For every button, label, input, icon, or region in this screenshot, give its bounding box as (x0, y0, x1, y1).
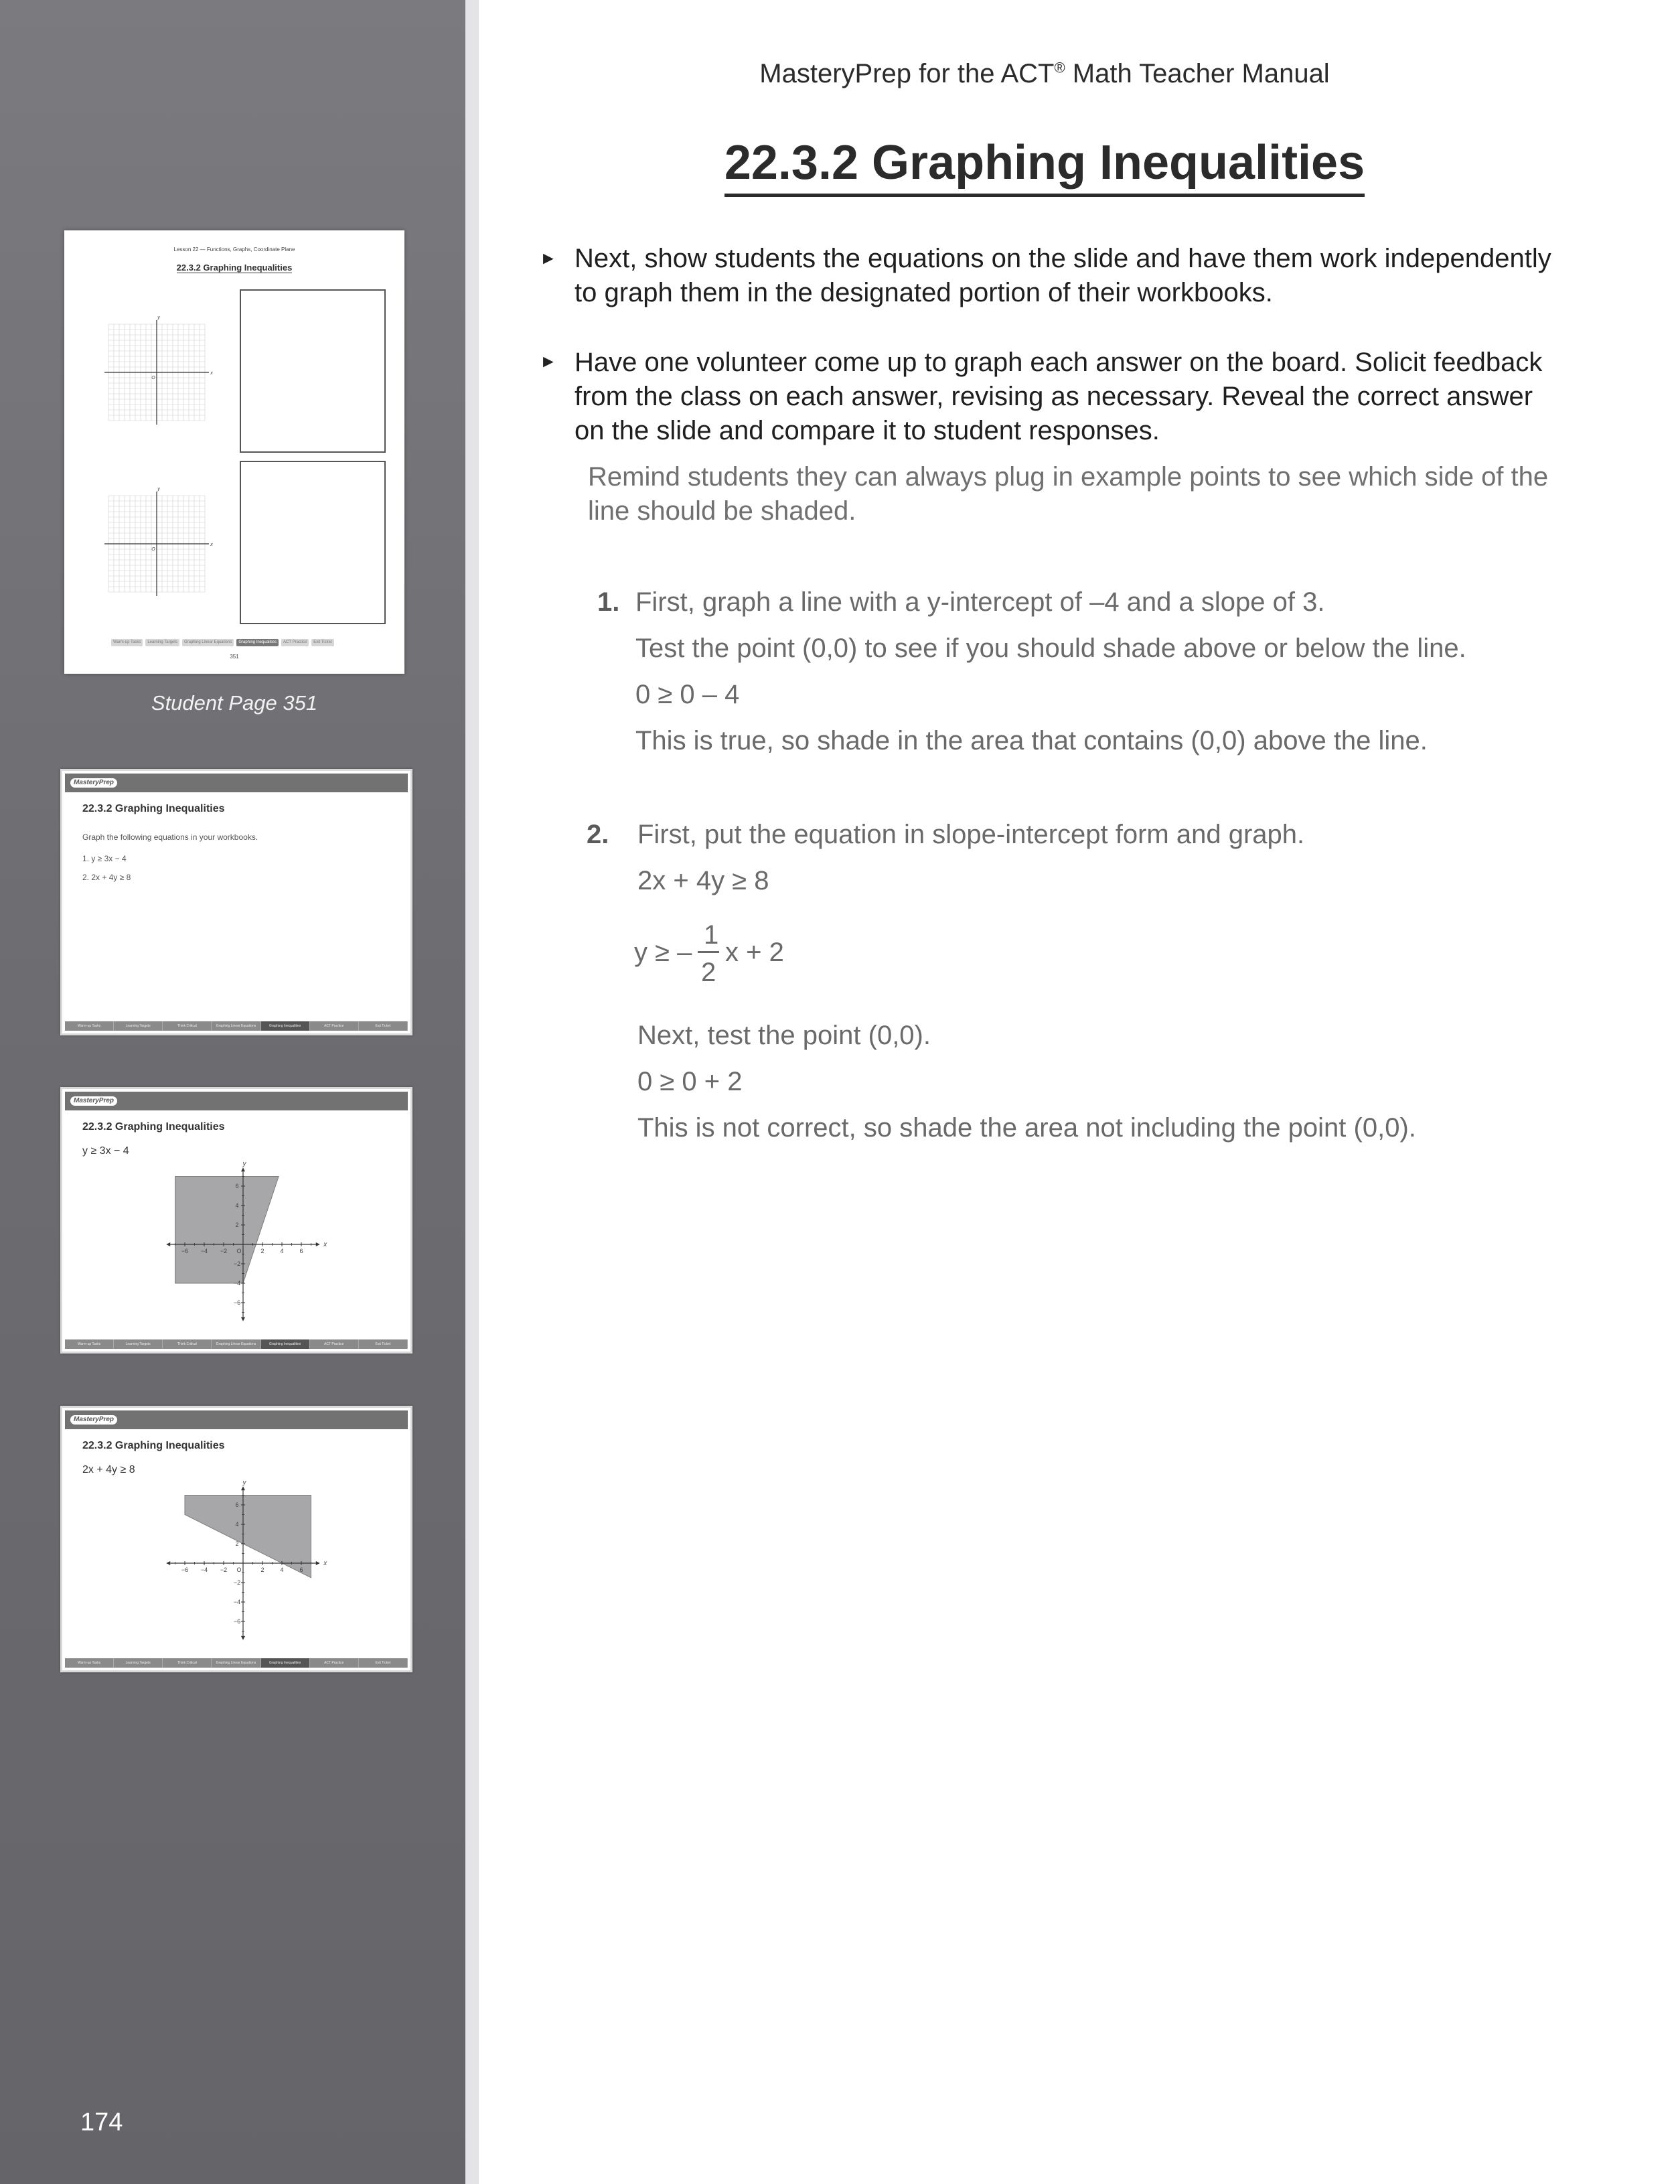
step-2-line-2: 2x + 4y ≥ 8 (637, 866, 769, 895)
footer-item: Exit Ticket (359, 1658, 408, 1668)
footer-item: ACT Practice (310, 1339, 359, 1349)
shaded-region (185, 1496, 311, 1578)
student-page-nav (111, 639, 334, 646)
footer-item-active: Graphing Inequalities (261, 1021, 310, 1031)
footer-item: Think Critical (163, 1339, 212, 1349)
nav-item: Learning Targets (145, 639, 179, 646)
footer-item: Warm-up Tasks (65, 1021, 114, 1031)
fraction-rhs: x + 2 (725, 938, 784, 967)
x-tick-label: −4 (200, 1567, 208, 1573)
footer-item-active: Graphing Inequalities (261, 1658, 310, 1668)
bullet-1: Next, show students the equations on the slide and have them work independently to graph them in the designated portion of their workbooks. (575, 244, 1551, 307)
y-tick-label: −6 (233, 1299, 241, 1306)
x-tick-label: 4 (280, 1567, 284, 1573)
x-tick-label: −2 (220, 1567, 228, 1573)
inequality-graph-2 (62, 1408, 410, 1670)
nav-item-active: Graphing Inequalities (236, 639, 279, 646)
y-arrow-icon (241, 1167, 245, 1171)
footer-item: Graphing Linear Equations (212, 1021, 260, 1031)
y-axis-label: y (242, 1479, 246, 1487)
fraction-bar (698, 951, 719, 953)
origin-label: O (236, 1248, 242, 1254)
x-tick-label: 6 (299, 1248, 303, 1254)
answer-box-1 (240, 289, 386, 453)
student-page-header: Lesson 22 — Functions, Graphs, Coordinate Plane (173, 246, 295, 252)
nav-item: Exit Ticket (311, 639, 333, 646)
step-1-line-1: First, graph a line with a y-intercept of –4 and a slope of 3. (635, 587, 1325, 617)
y-tick-label: −2 (233, 1579, 241, 1586)
slide-1 (60, 769, 412, 1035)
x-tick-label: −4 (200, 1248, 208, 1254)
slide-2 (60, 1087, 412, 1354)
footer-item: Learning Targets (114, 1339, 163, 1349)
y-tick-label: −4 (233, 1280, 241, 1287)
step-2-line-3: Next, test the point (0,0). (637, 1021, 931, 1050)
y-axis-label: y (157, 487, 160, 492)
inequality-graph-1 (62, 1089, 410, 1352)
y-tick-label: 4 (235, 1521, 239, 1528)
shaded-region (175, 1177, 279, 1284)
x-tick-label: −2 (220, 1248, 228, 1254)
answer-box-2 (240, 461, 386, 624)
x-arrow-icon (166, 1242, 170, 1246)
slide-instruction: Graph the following equations in your workbooks. (82, 832, 258, 842)
y-tick-label: 6 (235, 1183, 239, 1189)
slide-item-1: 1. y ≥ 3x − 4 (82, 854, 127, 863)
step-1-line-2: Test the point (0,0) to see if you should shade above or below the line. (635, 634, 1466, 663)
y-axis-label: y (242, 1160, 246, 1168)
y-tick-label: 2 (235, 1222, 239, 1228)
y-tick-label: 6 (235, 1502, 239, 1508)
student-page-caption: Student Page 351 (151, 691, 318, 715)
slide-equation: y ≥ 3x − 4 (82, 1145, 129, 1157)
x-axis-label: x (210, 371, 213, 376)
slide-title: 22.3.2 Graphing Inequalities (82, 1440, 225, 1451)
bullet-arrow-icon: ► (540, 248, 557, 268)
x-axis-label: x (210, 542, 213, 547)
y-tick-label: −6 (233, 1618, 241, 1625)
step-2-line-5: This is not correct, so shade the area not including the point (0,0). (637, 1113, 1416, 1143)
y-arrow-icon (241, 1486, 245, 1490)
slide-footer (65, 1021, 408, 1031)
slide-equation: 2x + 4y ≥ 8 (82, 1464, 135, 1475)
x-arrow-icon (316, 1242, 320, 1246)
slide-title: 22.3.2 Graphing Inequalities (82, 1121, 225, 1133)
section-title: 22.3.2 Graphing Inequalities (479, 135, 1610, 190)
y-tick-label: 2 (235, 1540, 239, 1547)
x-tick-label: −6 (181, 1567, 189, 1573)
slide-footer (65, 1339, 408, 1349)
x-axis-label: x (323, 1241, 327, 1248)
teacher-note: Remind students they can always plug in example points to see which side of the line should be shaded. (588, 462, 1549, 526)
step-2-line-4: 0 ≥ 0 + 2 (637, 1067, 743, 1096)
masteryprep-logo: MasteryPrep (70, 1096, 117, 1106)
footer-item: Think Critical (163, 1021, 212, 1031)
footer-item: Warm-up Tasks (65, 1339, 114, 1349)
footer-item: Exit Ticket (359, 1339, 408, 1349)
slide-3 (60, 1406, 412, 1672)
step-1-number: 1. (597, 587, 620, 617)
step-1-line-3: 0 ≥ 0 – 4 (635, 680, 740, 709)
x-arrow-icon (316, 1561, 320, 1565)
origin-label: O (151, 547, 155, 552)
x-tick-label: 2 (260, 1248, 264, 1254)
y-axis-label: y (157, 315, 160, 320)
slide-footer (65, 1658, 408, 1668)
footer-item: Learning Targets (114, 1658, 163, 1668)
slide-title: 22.3.2 Graphing Inequalities (82, 803, 225, 814)
origin-label: O (151, 376, 155, 380)
step-2-line-1: First, put the equation in slope-intercept form and graph. (637, 820, 1305, 849)
x-tick-label: 2 (260, 1567, 264, 1573)
footer-item: ACT Practice (310, 1021, 359, 1031)
footer-item: Graphing Linear Equations (212, 1658, 260, 1668)
page-number: 174 (80, 2108, 123, 2136)
fraction-numerator: 1 (704, 920, 719, 950)
x-axis-label: x (323, 1560, 327, 1567)
footer-item: Graphing Linear Equations (212, 1339, 260, 1349)
masteryprep-logo: MasteryPrep (70, 1415, 117, 1425)
y-tick-label: 4 (235, 1202, 239, 1209)
slide-item-2: 2. 2x + 4y ≥ 8 (82, 873, 131, 882)
slide-header-bar (65, 774, 408, 792)
nav-item: Warm-up Tasks (111, 639, 143, 646)
bullet-arrow-icon: ► (540, 351, 557, 371)
running-header: MasteryPrep for the ACT® Math Teacher Manual (759, 59, 1330, 88)
step-1-line-4: This is true, so shade in the area that contains (0,0) above the line. (635, 726, 1428, 755)
x-tick-label: −6 (181, 1248, 189, 1254)
x-arrow-icon (166, 1561, 170, 1565)
bullet-2: Have one volunteer come up to graph each answer on the board. Solicit feedback from the class on each answer, revising as necessary. Reveal the correct answer on the slide and compare it to student responses. (575, 348, 1543, 445)
y-tick-label: −4 (233, 1599, 241, 1605)
step-2-number: 2. (587, 820, 609, 849)
student-page-number: 351 (230, 654, 239, 660)
footer-item: Learning Targets (114, 1021, 163, 1031)
student-page-title: 22.3.2 Graphing Inequalities (176, 263, 293, 273)
fraction-denominator: 2 (701, 958, 716, 987)
footer-item-active: Graphing Inequalities (261, 1339, 310, 1349)
y-arrow-icon (241, 1317, 245, 1321)
footer-item: Warm-up Tasks (65, 1658, 114, 1668)
origin-label: O (236, 1567, 242, 1573)
x-tick-label: 6 (299, 1567, 303, 1573)
nav-item: Graphing Linear Equations (182, 639, 234, 646)
y-arrow-icon (241, 1636, 245, 1640)
footer-item: Think Critical (163, 1658, 212, 1668)
footer-item: Exit Ticket (359, 1021, 408, 1031)
student-page-thumbnail (64, 230, 404, 674)
nav-item: ACT Practice (281, 639, 309, 646)
fraction-lhs: y ≥ – (634, 938, 692, 967)
masteryprep-logo: MasteryPrep (70, 778, 117, 788)
x-tick-label: 4 (280, 1248, 284, 1254)
y-tick-label: −2 (233, 1260, 241, 1267)
sidebar-edge (465, 0, 479, 2184)
footer-item: ACT Practice (310, 1658, 359, 1668)
